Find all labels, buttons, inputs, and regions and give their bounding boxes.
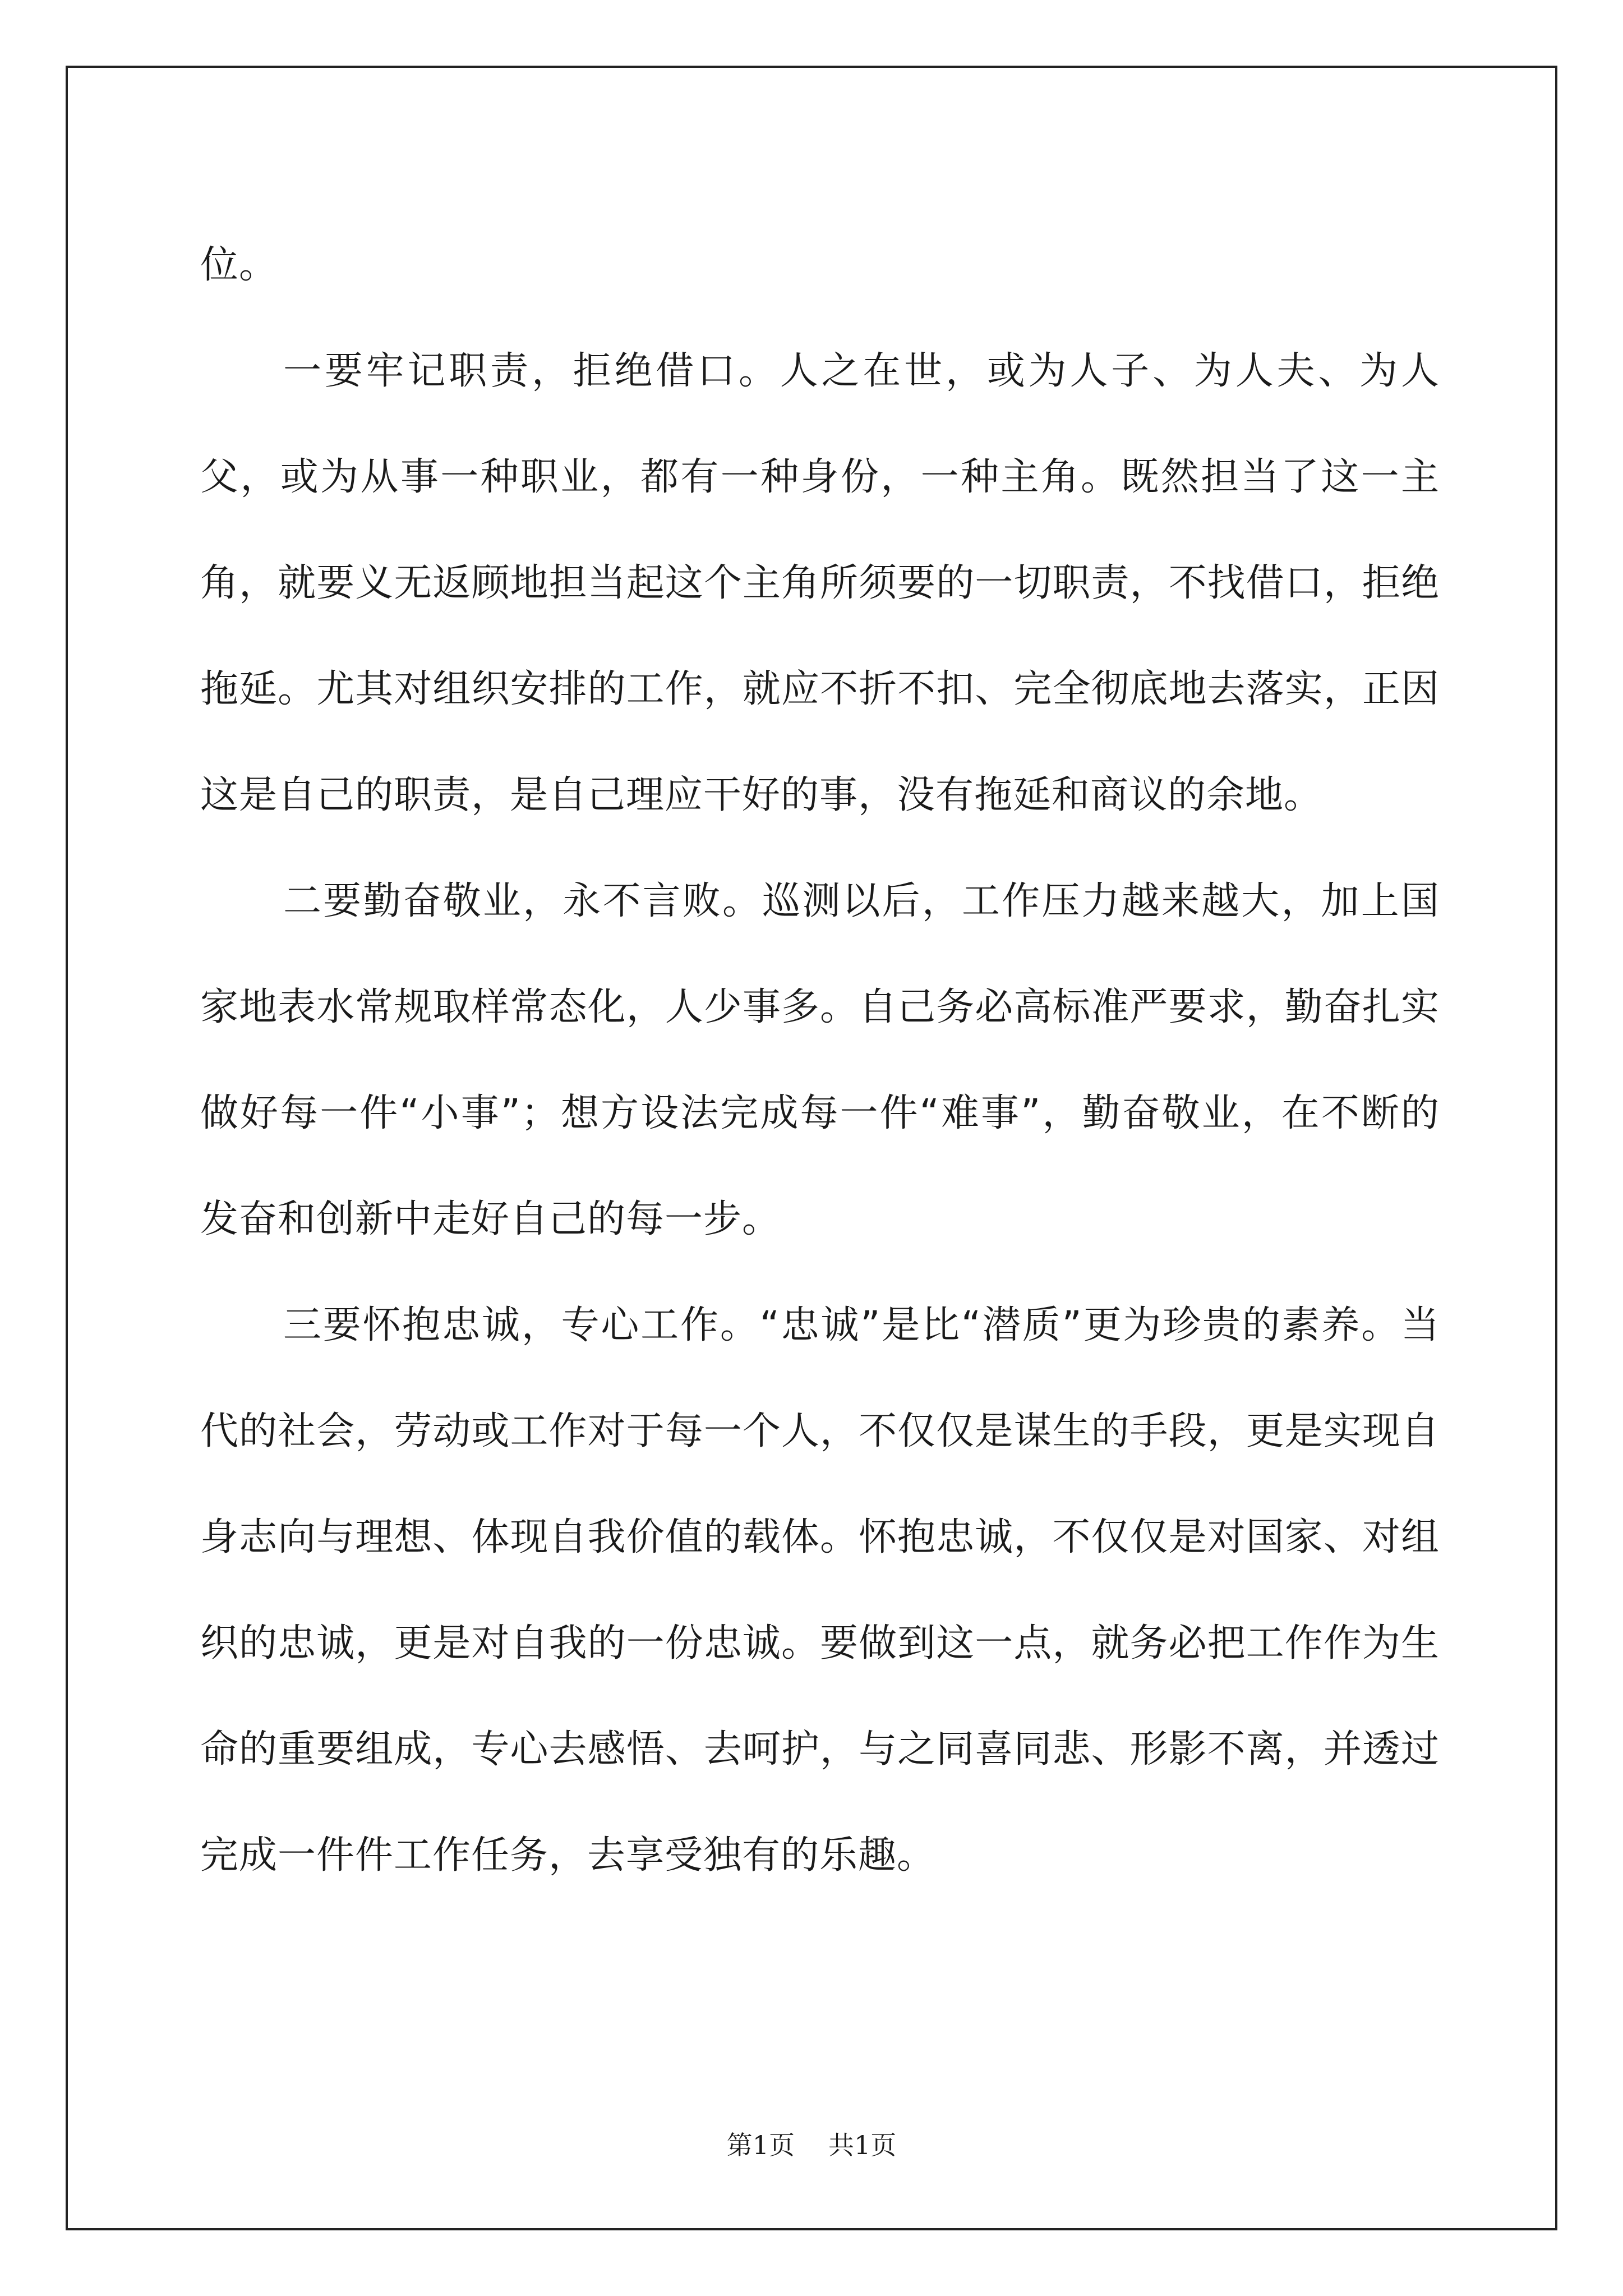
document-body [200,212,1440,1908]
page-total: 共1页 [828,2130,897,2160]
paragraph-loyalty: 三要怀抱忠诚，专心工作。“忠诚”是比“潜质”更为珍贵的素养。当代的社会，劳动或工作对于每一个人，不仅仅是谋生的手段，更是实现自身志向与理想、体现自我价值的载体。怀抱忠诚，不仅仅是对国家、对组织的忠诚，更是对自我的一份忠诚。要做到这一点，就务必把工作作为生命的重要组成，专心去感悟、去呵护，与之同喜同悲、形影不离，并透过完成一件件工作任务，去享受独有的乐趣。 [200,1303,1440,1878]
page-footer [0,2125,1623,2162]
paragraph-duty: 一要牢记职责，拒绝借口。人之在世，或为人子、为人夫、为人父，或为从事一种职业，都有一种身份，一种主角。既然担当了这一主角，就要义无返顾地担当起这个主角所须要的一切职责，不找借口，拒绝拖延。尤其对组织安排的工作，就应不折不扣、完全彻底地去落实，正因这是自己的职责，是自己理应干好的事，没有拖延和商议的余地。 [200,349,1440,817]
page-number: 第1页 [726,2130,795,2160]
paragraph-diligence: 二要勤奋敬业，永不言败。巡测以后，工作压力越来越大，加上国家地表水常规取样常态化，人少事多。自己务必高标准严要求，勤奋扎实做好每一件“小事”；想方设法完成每一件“难事”，勤奋敬业，在不断的发奋和创新中走好自己的每一步。 [200,879,1440,1241]
paragraph-continuation: 位。 [200,243,278,287]
